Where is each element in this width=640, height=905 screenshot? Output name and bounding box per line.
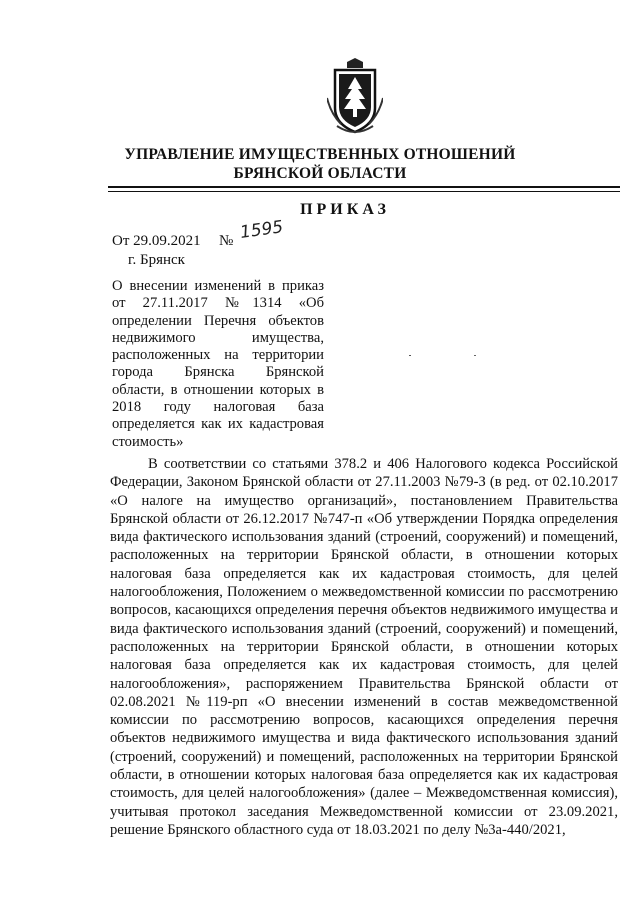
document-city: г. Брянск bbox=[128, 252, 185, 268]
scan-speck bbox=[474, 355, 476, 356]
document-number-handwritten: 1595 bbox=[238, 217, 285, 243]
document-subject: О внесении изменений в приказ от 27.11.2017 №1314 «Об определении Перечня объектов недвижимого имущества, расположенных на территории города Брянска Брянской области, в отношении которых в 2018 году налоговая база определяется как их кадастровая стоимость» bbox=[112, 278, 324, 450]
scan-speck bbox=[409, 355, 411, 356]
document-number-label: № bbox=[219, 233, 234, 249]
organization-name-line1: УПРАВЛЕНИЕ ИМУЩЕСТВЕННЫХ ОТНОШЕНИЙ bbox=[124, 146, 516, 163]
document-date: От 29.09.2021 bbox=[112, 233, 201, 249]
document-body-paragraph: В соответствии со статьями 378.2 и 406 Налогового кодекса Российской Федерации, Законом Брянской области от 27.11.2003 №79-З (в ред. от 02.10.2017 «О налоге на имущество организаций», постановлением Правительства Брянской области от 26.12.2017 №747-п «Об утверждении Порядка определения вида фактического использования зданий (строений, сооружений) и помещений, расположенных на территории Брянской области, в отношении которых налоговая база определяется как их кадастровая стоимость, для целей налогообложения, Положением о межведомственной комиссии по рассмотрению вопросов, касающихся определения перечня объектов недвижимого имущества и вида фактического использования зданий (строений, сооружений) и помещений, расположенных на территории Брянской области, в отношении которых налоговая база определяется как их кадастровая стоимость, для целей налогообложения», распоряжением Правительства Брянской области от 02.08.2021 №119-рп «О внесении изменений в состав межведомственной комиссии по рассмотрению вопросов, касающихся определения перечня объектов недвижимого имущества и вида фактического использования зданий (строений, сооружений) и помещений, расположенных на территории Брянской области, в отношении которых налоговая база определяется как их кадастровая стоимость, для целей налогообложения» (далее – Межведомственная комиссия), учитывая протокол заседания Межведомственной комиссии от 23.09.2021, решение Брянского областного суда от 18.03.2021 по делу №3а-440/2021, bbox=[110, 456, 618, 838]
organization-name-line2: БРЯНСКОЙ ОБЛАСТИ bbox=[233, 165, 407, 182]
document-title: ПРИКАЗ bbox=[300, 201, 390, 218]
header-divider-thick bbox=[108, 186, 620, 188]
coat-of-arms-emblem bbox=[327, 58, 383, 136]
header-divider-thin bbox=[108, 191, 620, 192]
